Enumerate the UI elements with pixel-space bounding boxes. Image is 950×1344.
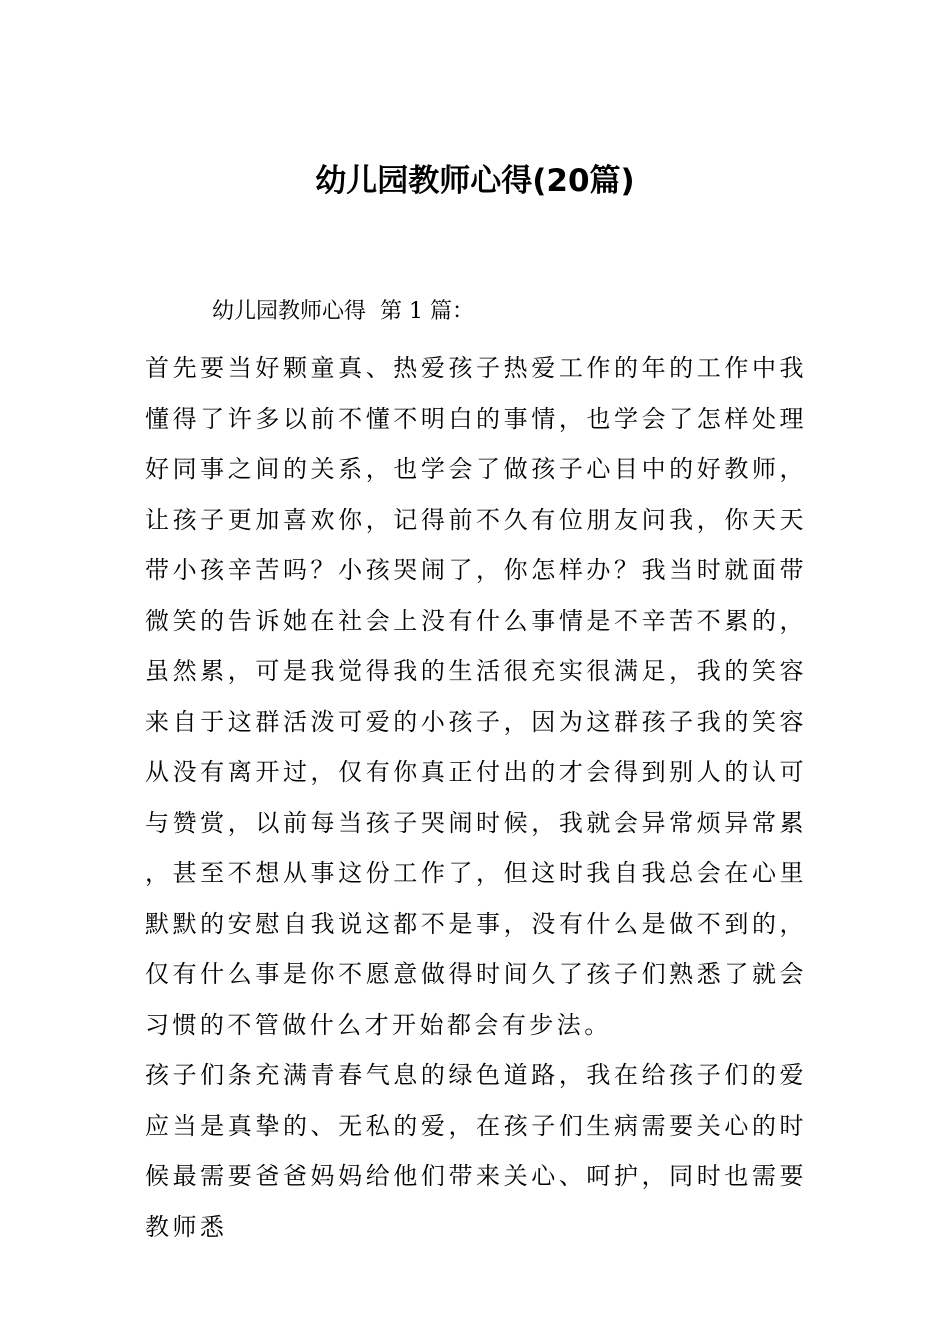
paragraph-1: 首先要当好颗童真、热爱孩子热爱工作的年的工作中我懂得了许多以前不懂不明白的事情，也学会了怎样处理好同事之间的关系，也学会了做孩子心目中的好教师，让孩子更加喜欢你，记得前不久有位朋友问我，你天天带小孩辛苦吗？小孩哭闹了，你怎样办？我当时就面带微笑的告诉她在社会上没有什么事情是不辛苦不累的，虽然累，可是我觉得我的生活很充实很满足，我的笑容来自于这群活泼可爱的小孩子，因为这群孩子我的笑容从没有离开过，仅有你真正付出的才会得到别人的认可与赞赏，以前每当孩子哭闹时候，我就会异常烦异常累，甚至不想从事这份工作了，但这时我自我总会在心里默默的安慰自我说这都不是事，没有什么是做不到的，仅有什么事是你不愿意做得时间久了孩子们熟悉了就会习惯的不管做什么才开始都会有步法。	[145, 354, 807, 1039]
body-text	[145, 343, 807, 1252]
paragraph-2: 孩子们条充满青春气息的绿色道路，我在给孩子们的爱应当是真挚的、无私的爱，在孩子们生病需要关心的时候最需要爸爸妈妈给他们带来关心、呵护，同时也需要教师悉	[145, 1061, 807, 1241]
document-title: 幼儿园教师心得(20篇)	[315, 163, 635, 199]
section-heading: 幼儿园教师心得 第 1 篇：	[212, 299, 474, 324]
